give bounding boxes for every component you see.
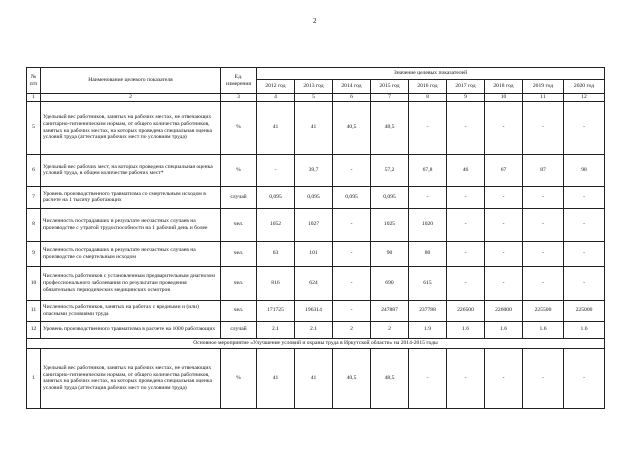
row-value: - <box>447 208 485 241</box>
row-value: 46 <box>447 154 485 186</box>
row-unit: чел. <box>221 300 257 321</box>
header-num: № п/п <box>27 68 41 94</box>
table-row <box>27 321 605 338</box>
row-value: 57,2 <box>371 154 409 186</box>
row-number: 6 <box>27 154 41 186</box>
row-value: 1027 <box>295 208 333 241</box>
page-number: 2 <box>313 17 317 25</box>
row-value: 1020 <box>409 208 447 241</box>
header-year: 2012 год <box>257 80 295 94</box>
row-number: 5 <box>27 101 41 154</box>
row-value: 816 <box>257 266 295 300</box>
row-indicator-name: Удельный вес рабочих мест, на которых проведена специальная оценка условий труда, в общем количестве рабочих мест* <box>41 154 221 186</box>
row-value: - <box>447 101 485 154</box>
row-value: 2 <box>333 321 371 338</box>
header-year: 2013 год <box>295 80 333 94</box>
row-value: 226500 <box>447 300 485 321</box>
row-value: 225000 <box>564 300 605 321</box>
column-number: 10 <box>485 94 523 102</box>
row-value: 615 <box>409 266 447 300</box>
row-value: 48,5 <box>371 101 409 154</box>
row-value: 2.1 <box>295 321 333 338</box>
row-value: - <box>523 208 564 241</box>
row-value: 67 <box>485 154 523 186</box>
row-value: 237788 <box>409 300 447 321</box>
row-value: 624 <box>295 266 333 300</box>
row-value: - <box>485 101 523 154</box>
row-value: - <box>447 266 485 300</box>
row-value: - <box>564 348 605 408</box>
row-value: 690 <box>371 266 409 300</box>
row-value: 0,095 <box>295 186 333 208</box>
row-value: 87 <box>523 154 564 186</box>
row-indicator-name: Численность пострадавших в результате несчастных случаев на производстве с утратой трудоспособности на 1 рабочий день и более <box>41 208 221 241</box>
header-year: 2019 год <box>523 80 564 94</box>
row-number: 11 <box>27 300 41 321</box>
row-number: 10 <box>27 266 41 300</box>
row-value: 48,5 <box>371 348 409 408</box>
row-value: 98 <box>564 154 605 186</box>
row-value: - <box>564 186 605 208</box>
row-value: 1.9 <box>409 321 447 338</box>
row-value: 171725 <box>257 300 295 321</box>
row-indicator-name: Численность работников с установленным предварительным диагнозом профессионального заболевания по результатам проведения обязательных периодических медицинских осмотров <box>41 266 221 300</box>
row-value: 40,5 <box>333 101 371 154</box>
row-value: - <box>447 241 485 266</box>
row-indicator-name: Удельный вес работников, занятых на рабочих местах, не отвечающих санитарно-гигиеническим нормам, от общего количества работников, занятых на рабочих местах, на которых проведена специальная оценка условий труда (аттестация рабочих мест по условиям труда) <box>41 348 221 408</box>
row-number: 7 <box>27 186 41 208</box>
row-value: 0,095 <box>371 186 409 208</box>
row-value: - <box>523 101 564 154</box>
column-number: 12 <box>564 94 605 102</box>
row-indicator-name: Уровень производственного травматизма в расчете на 1000 работающих <box>41 321 221 338</box>
row-unit: случай <box>221 186 257 208</box>
row-indicator-name: Уровень производственного травматизма со смертельным исходом в расчете на 1 тысячу работающих <box>41 186 221 208</box>
row-value: - <box>333 241 371 266</box>
column-number: 9 <box>447 94 485 102</box>
row-value: - <box>523 266 564 300</box>
row-value: - <box>523 186 564 208</box>
row-indicator-name: Численность пострадавших в результате несчастных случаев на производстве со смертельным исходом <box>41 241 221 266</box>
row-unit: чел. <box>221 241 257 266</box>
header-year: 2018 год <box>485 80 523 94</box>
row-value: 39,7 <box>295 154 333 186</box>
row-unit: случай <box>221 321 257 338</box>
table-row <box>27 241 605 266</box>
table-row <box>27 186 605 208</box>
row-value: 247887 <box>371 300 409 321</box>
row-value: - <box>485 266 523 300</box>
row-value: 41 <box>257 101 295 154</box>
header-year: 2015 год <box>371 80 409 94</box>
row-value: - <box>409 101 447 154</box>
table-row <box>27 266 605 300</box>
header-unit: Ед. измерения <box>221 68 257 94</box>
header-year: 2016 год <box>409 80 447 94</box>
row-value: 40,5 <box>333 348 371 408</box>
table-row <box>27 300 605 321</box>
row-unit: чел. <box>221 266 257 300</box>
row-value: - <box>409 186 447 208</box>
row-value: 2.1 <box>257 321 295 338</box>
row-unit: чел. <box>221 208 257 241</box>
column-number: 5 <box>295 94 333 102</box>
row-value: - <box>333 208 371 241</box>
header-year: 2014 год <box>333 80 371 94</box>
table-row <box>27 208 605 241</box>
column-number: 7 <box>371 94 409 102</box>
column-number: 6 <box>333 94 371 102</box>
table-row <box>27 101 605 154</box>
row-value: 90 <box>371 241 409 266</box>
row-value: 0,095 <box>257 186 295 208</box>
header-values-group: Значение целевых показателей <box>257 68 605 80</box>
row-value: - <box>523 241 564 266</box>
row-value: 41 <box>257 348 295 408</box>
row-number: 1 <box>27 348 41 408</box>
row-value: 226000 <box>485 300 523 321</box>
column-number: 11 <box>523 94 564 102</box>
row-indicator-name: Удельный вес работников, занятых на рабочих местах, не отвечающих санитарно-гигиеническим нормам, от общего количества работников, занятых на рабочих местах, на которых проведена специальная оценка условий труда (аттестация рабочих мест по условиям труда) <box>41 101 221 154</box>
column-number: 1 <box>27 94 41 102</box>
row-value: - <box>485 208 523 241</box>
row-value: 2 <box>371 321 409 338</box>
row-value: 101 <box>295 241 333 266</box>
row-unit: % <box>221 348 257 408</box>
row-value: - <box>333 300 371 321</box>
row-value: - <box>564 266 605 300</box>
column-number: 4 <box>257 94 295 102</box>
row-value: - <box>485 186 523 208</box>
indicators-table <box>26 67 605 409</box>
header-year: 2017 год <box>447 80 485 94</box>
column-number: 2 <box>41 94 221 102</box>
row-value: - <box>447 348 485 408</box>
row-value: - <box>564 208 605 241</box>
row-value: - <box>523 348 564 408</box>
row-value: - <box>333 266 371 300</box>
row-value: 63 <box>257 241 295 266</box>
row-value: 1052 <box>257 208 295 241</box>
row-value: 1.6 <box>523 321 564 338</box>
row-value: - <box>564 241 605 266</box>
row-value: 0,095 <box>333 186 371 208</box>
row-value: - <box>257 154 295 186</box>
row-value: - <box>485 348 523 408</box>
table-row <box>27 154 605 186</box>
column-number: 3 <box>221 94 257 102</box>
column-number: 8 <box>409 94 447 102</box>
row-value: 41 <box>295 348 333 408</box>
row-unit: % <box>221 101 257 154</box>
table-row <box>27 348 605 408</box>
row-number: 9 <box>27 241 41 266</box>
row-value: 67,8 <box>409 154 447 186</box>
row-value: 196314 <box>295 300 333 321</box>
row-value: - <box>485 241 523 266</box>
row-number: 8 <box>27 208 41 241</box>
row-value: - <box>409 348 447 408</box>
row-indicator-name: Численность работников, занятых на работах с вредными и (или) опасными условиями труда <box>41 300 221 321</box>
row-value: 1.6 <box>447 321 485 338</box>
row-value: 41 <box>295 101 333 154</box>
header-name: Наименование целевого показателя <box>41 68 221 94</box>
row-value: 225500 <box>523 300 564 321</box>
row-number: 12 <box>27 321 41 338</box>
row-value: 1025 <box>371 208 409 241</box>
row-value: - <box>564 101 605 154</box>
row-value: 80 <box>409 241 447 266</box>
header-year: 2020 год <box>564 80 605 94</box>
row-unit: % <box>221 154 257 186</box>
section-row <box>27 338 605 348</box>
row-value: 1.6 <box>485 321 523 338</box>
row-value: 1.6 <box>564 321 605 338</box>
row-value: - <box>447 186 485 208</box>
row-value: - <box>333 154 371 186</box>
section-title: Основное мероприятие «Улучшение условий и охраны труда в Иркутской области» на 2014-2015 годы <box>27 338 605 348</box>
